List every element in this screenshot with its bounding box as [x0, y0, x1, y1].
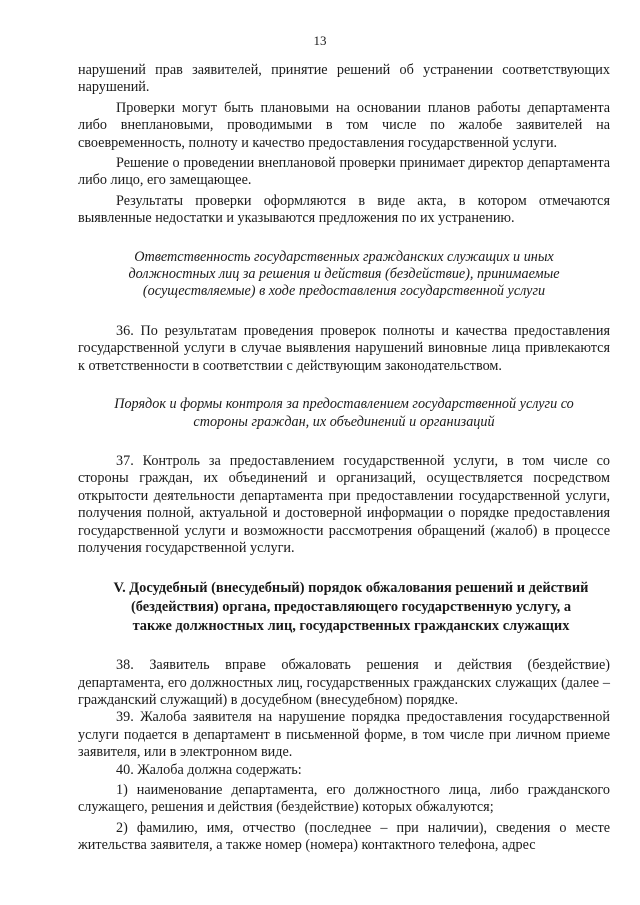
paragraph-40-item-2: 2) фамилию, имя, отчество (последнее – при наличии), сведения о месте жительства заявителя, а также номер (номера) контактного телефона, адрес — [78, 819, 610, 854]
paragraph-39: 39. Жалоба заявителя на нарушение порядка предоставления государственной услуги подается в департамент в письменной форме, в том числе при личном приеме заявителя, или в электронном виде. — [78, 709, 610, 761]
paragraph-unscheduled-decision: Решение о проведении внеплановой проверки принимает директор департамента либо лицо, его замещающее. — [78, 155, 610, 189]
document-body — [78, 62, 610, 855]
paragraph-36: 36. По результатам проведения проверок полноты и качества предоставления государственной услуги в случае выявления нарушений виновные лица привлекаются к ответственности в соответствии с действующим законодательством. — [78, 322, 610, 374]
paragraph-continuation: нарушений прав заявителей, принятие решений об устранении соответствующих нарушений. — [78, 62, 610, 96]
paragraph-38: 38. Заявитель вправе обжаловать решения и действия (бездействие) департамента, его должностных лиц, государственных гражданских служащих (далее – гражданский служащий) в досудебном (внесудебном) порядке. — [78, 657, 610, 708]
page-number: 13 — [313, 33, 327, 48]
section-v-title: V. Досудебный (внесудебный) порядок обжалования решений и действий (бездействия) органа, предоставляющего государственную услугу, а также должностных лиц, государственных гражданских служащих — [113, 580, 589, 634]
paragraph-37: 37. Контроль за предоставлением государственной услуги, в том числе со стороны граждан, их объединений и организаций, осуществляется посредством открытости деятельности департамента при предоставлении государственной услуги, получения полной, актуальной и достоверной информации о порядке предоставления государственной услуги и возможности рассмотрения обращений (жалоб) в процессе получения государственной услуги. — [78, 452, 610, 556]
heading-citizen-control: Порядок и формы контроля за предоставлением государственной услуги со стороны граждан, их объединений и организаций — [114, 396, 574, 430]
paragraph-inspections: Проверки могут быть плановыми на основании планов работы департамента либо внеплановыми, проводимыми в том числе по жалобе заявителей на своевременность, полноту и качество предоставления государственной услуги. — [78, 99, 610, 151]
paragraph-40: 40. Жалоба должна содержать: — [116, 761, 302, 778]
heading-responsibility: Ответственность государственных гражданских служащих и иных должностных лиц за решения и действия (бездействие), принимаемые (осуществляемые) в ходе предоставления государственной услуги — [128, 248, 560, 300]
paragraph-results: Результаты проверки оформляются в виде акта, в котором отмечаются выявленные недостатки и указываются предложения по их устранению. — [78, 192, 610, 227]
paragraph-40-item-1: 1) наименование департамента, его должностного лица, либо гражданского служащего, решения и действия (бездействие) которых обжалуются; — [78, 781, 610, 816]
